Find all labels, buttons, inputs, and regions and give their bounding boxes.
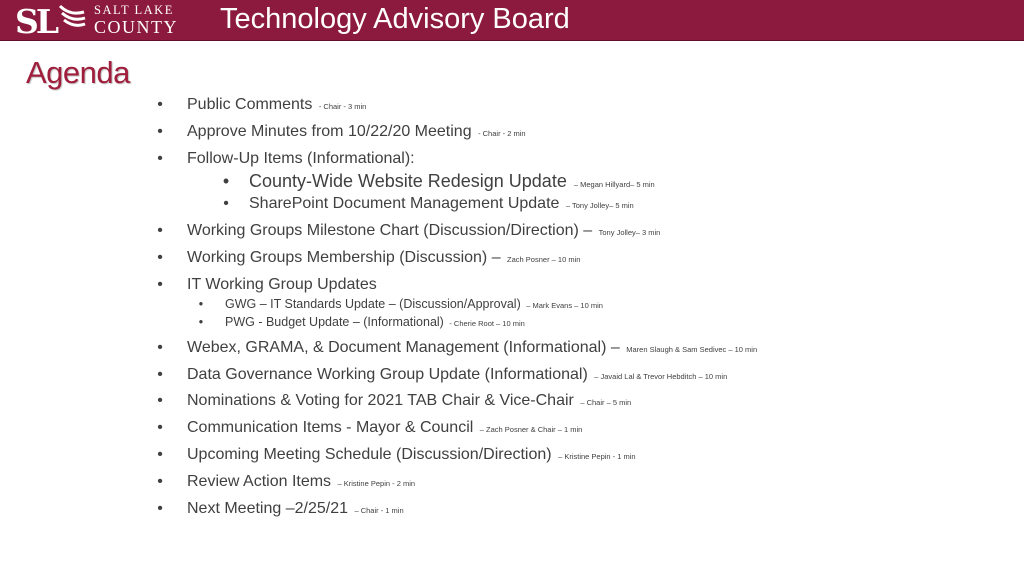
agenda-item: [187, 339, 757, 357]
agenda-item-note: – Chair – 5 min: [580, 398, 632, 407]
agenda-item-text: Data Governance Working Group Update (Informational): [187, 366, 588, 383]
agenda-item: [187, 419, 582, 437]
svg-text:SL: SL: [15, 2, 57, 38]
agenda-item-text: Approve Minutes from 10/22/20 Meeting: [187, 123, 472, 140]
agenda-item-note: – Megan Hillyard– 5 min: [573, 180, 655, 189]
agenda-item-note: – Tony Jolley– 5 min: [565, 201, 634, 210]
agenda-item-note: - Chair - 3 min: [318, 102, 367, 111]
agenda-item-note: - Cherie Root – 10 min: [449, 319, 525, 328]
agenda-item: [187, 500, 404, 518]
agenda-item: [187, 96, 366, 114]
agenda-item-note: – Zach Posner & Chair – 1 min: [479, 425, 583, 434]
agenda-item-text: County-Wide Website Redesign Update: [249, 171, 567, 191]
bullet-icon: •: [157, 96, 163, 113]
bullet-icon: •: [157, 123, 163, 140]
bullet-icon: •: [157, 419, 163, 436]
agenda-item-text: PWG - Budget Update – (Informational): [225, 315, 444, 329]
agenda-item-note: – Javaid Lal & Trevor Hebditch – 10 min: [594, 372, 728, 381]
agenda-item-text: IT Working Group Updates: [187, 276, 377, 293]
agenda-item-text: Public Comments: [187, 96, 313, 113]
bullet-icon: •: [157, 446, 163, 463]
bullet-icon: •: [157, 276, 163, 293]
agenda-heading: Agenda: [26, 55, 130, 90]
agenda-item-note: Maren Slaugh & Sam Sedivec – 10 min: [626, 345, 758, 354]
agenda-item-text: Working Groups Milestone Chart (Discussion/Direction) –: [187, 222, 593, 239]
agenda-item-note: – Mark Evans – 10 min: [526, 301, 603, 310]
agenda-item-note: Zach Posner – 10 min: [507, 255, 581, 264]
agenda-item-text: Follow-Up Items (Informational):: [187, 150, 415, 167]
agenda-item: [187, 446, 636, 464]
agenda-item-note: – Chair - 1 min: [354, 506, 404, 515]
slide-title: Technology Advisory Board: [220, 3, 570, 35]
logo-line-2: COUNTY: [94, 17, 178, 37]
agenda-item: [187, 276, 377, 294]
bullet-icon: •: [157, 392, 163, 409]
bullet-icon: •: [157, 249, 163, 266]
bullet-icon: •: [198, 297, 204, 311]
agenda-item-text: Next Meeting –2/25/21: [187, 500, 348, 517]
agenda-item: [187, 150, 415, 168]
bullet-icon: •: [222, 171, 230, 191]
agenda-item: [187, 366, 727, 384]
agenda-item-note: – Kristine Pepin - 1 min: [558, 452, 636, 461]
agenda-item-note: Tony Jolley– 3 min: [598, 228, 661, 237]
bullet-icon: •: [157, 339, 163, 356]
agenda-subitem: [249, 195, 634, 213]
agenda-item-text: Communication Items - Mayor & Council: [187, 419, 474, 436]
agenda-item-text: Working Groups Membership (Discussion) –: [187, 249, 501, 266]
agenda-subitem: [225, 315, 525, 329]
bullet-icon: •: [223, 195, 229, 212]
agenda-item: [187, 392, 631, 410]
bullet-icon: •: [157, 473, 163, 490]
agenda-subitem: [225, 297, 603, 311]
agenda-item: [187, 222, 660, 240]
bullet-icon: •: [198, 315, 204, 329]
agenda-item-note: - Chair - 2 min: [478, 129, 526, 138]
agenda-item: [187, 473, 415, 491]
bullet-icon: •: [157, 222, 163, 239]
agenda-item-text: SharePoint Document Management Update: [249, 195, 560, 212]
bullet-icon: •: [157, 150, 163, 167]
agenda-item-text: Nominations & Voting for 2021 TAB Chair & Vice-Chair: [187, 392, 574, 409]
bullet-icon: •: [157, 500, 163, 517]
agenda-item-text: Review Action Items: [187, 473, 332, 490]
agenda-item-note: – Kristine Pepin - 2 min: [337, 479, 416, 488]
agenda-item-text: Webex, GRAMA, & Document Management (Informational) –: [187, 339, 620, 356]
agenda-subitem: [249, 171, 655, 192]
agenda-item: [187, 249, 580, 267]
bullet-icon: •: [157, 366, 163, 383]
agenda-item: [187, 123, 526, 141]
logo-line-1: SALT LAKE: [94, 3, 174, 17]
agenda-item-text: Upcoming Meeting Schedule (Discussion/Direction): [187, 446, 552, 463]
agenda-item-text: GWG – IT Standards Update – (Discussion/Approval): [225, 297, 521, 311]
